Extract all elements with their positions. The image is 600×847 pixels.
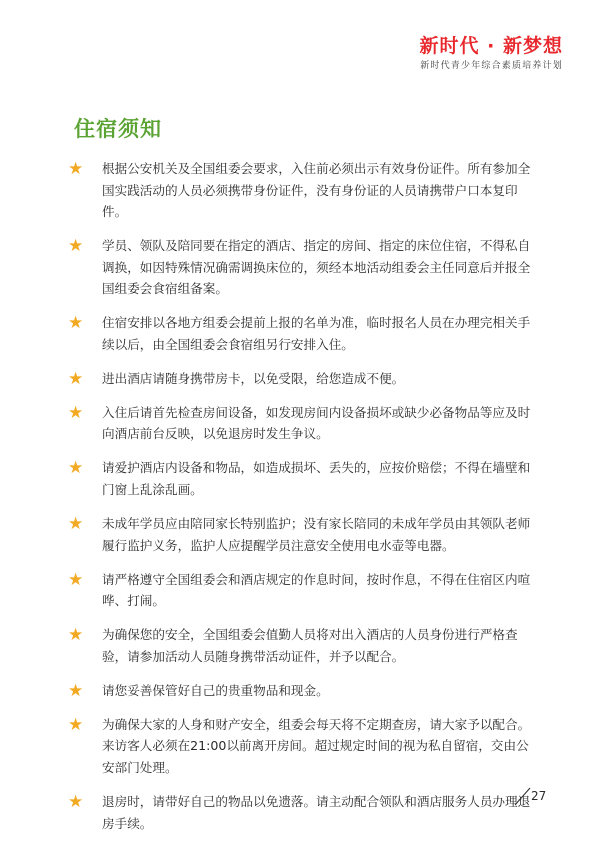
star-icon: ★ [68,368,84,389]
star-icon: ★ [68,714,84,735]
note-text: 根据公安机关及全国组委会要求，入住前必须出示有效身份证件。所有参加全国实践活动的人员必须携带身份证件，没有身份证的人员请携带户口本复印件。 [102,161,531,219]
note-text: 进出酒店请随身携带房卡，以免受限，给您造成不便。 [102,370,405,386]
note-text: 未成年学员应由陪同家长特别监护；没有家长陪同的未成年学员由其领队老师履行监护义务，监护人应提醒学员注意安全使用电水壶等电器。 [102,516,531,553]
star-icon: ★ [68,458,84,479]
star-icon: ★ [68,680,84,701]
star-icon: ★ [68,625,84,646]
note-item [68,791,538,834]
note-item [68,158,538,223]
note-text: 住宿安排以各地方组委会提前上报的名单为准，临时报名人员在办理完相关手续以后，由全国组委会食宿组另行安排入住。 [102,315,531,352]
note-text: 学员、领队及陪同要在指定的酒店、指定的房间、指定的床位住宿，不得私自调换，如因特殊情况确需调换床位的，须经本地活动组委会主任同意后并报全国组委会食宿组备案。 [102,238,531,297]
note-text: 为确保大家的人身和财产安全，组委会每天将不定期查房，请大家予以配合。来访客人必须在21:00以前离开房间。超过规定时间的视为私自留宿，交由公安部门处理。 [102,716,531,775]
note-item [68,624,538,667]
note-item [68,235,538,300]
star-icon: ★ [68,569,84,590]
note-text: 退房时，请带好自己的物品以免遗落。请主动配合领队和酒店服务人员办理退房手续。 [102,794,531,831]
star-icon: ★ [68,313,84,334]
note-item [68,569,538,612]
note-item [68,457,538,500]
star-icon: ★ [68,159,84,179]
star-icon: ★ [68,514,84,535]
note-item [68,312,538,355]
note-item [68,680,538,702]
note-item [68,513,538,556]
note-text: 为确保您的安全，全国组委会值勤人员将对出入酒店的人员身份进行严格查验，请参加活动人员随身携带活动证件，并予以配合。 [102,627,518,664]
note-item [68,368,538,390]
brand-subtitle: 新时代青少年综合素质培养计划 [420,61,563,71]
note-text: 请爱护酒店内设备和物品，如造成损坏、丢失的，应按价赔偿；不得在墙壁和门窗上乱涂乱画。 [102,460,531,497]
page-header [420,34,563,72]
note-item [68,714,538,779]
star-icon: ★ [68,792,84,813]
star-icon: ★ [68,236,84,257]
note-item [68,402,538,445]
page-number: 27 [531,789,547,803]
note-text: 请您妥善保管好自己的贵重物品和现金。 [102,682,329,698]
page-footer [513,786,558,806]
notes-list [68,158,538,847]
note-text: 入住后请首先检查房间设备，如发现房间内设备损坏或缺少必备物品等应及时向酒店前台反映，以免退房时发生争议。 [102,404,531,442]
brand-title: 新时代 · 新梦想 [419,35,563,57]
note-text: 请严格遵守全国组委会和酒店规定的作息时间，按时作息，不得在住宿区内喧哗、打闹。 [102,571,531,609]
star-icon: ★ [68,402,84,423]
page-title: 住宿须知 [74,117,162,141]
slash-divider-icon [513,786,533,806]
